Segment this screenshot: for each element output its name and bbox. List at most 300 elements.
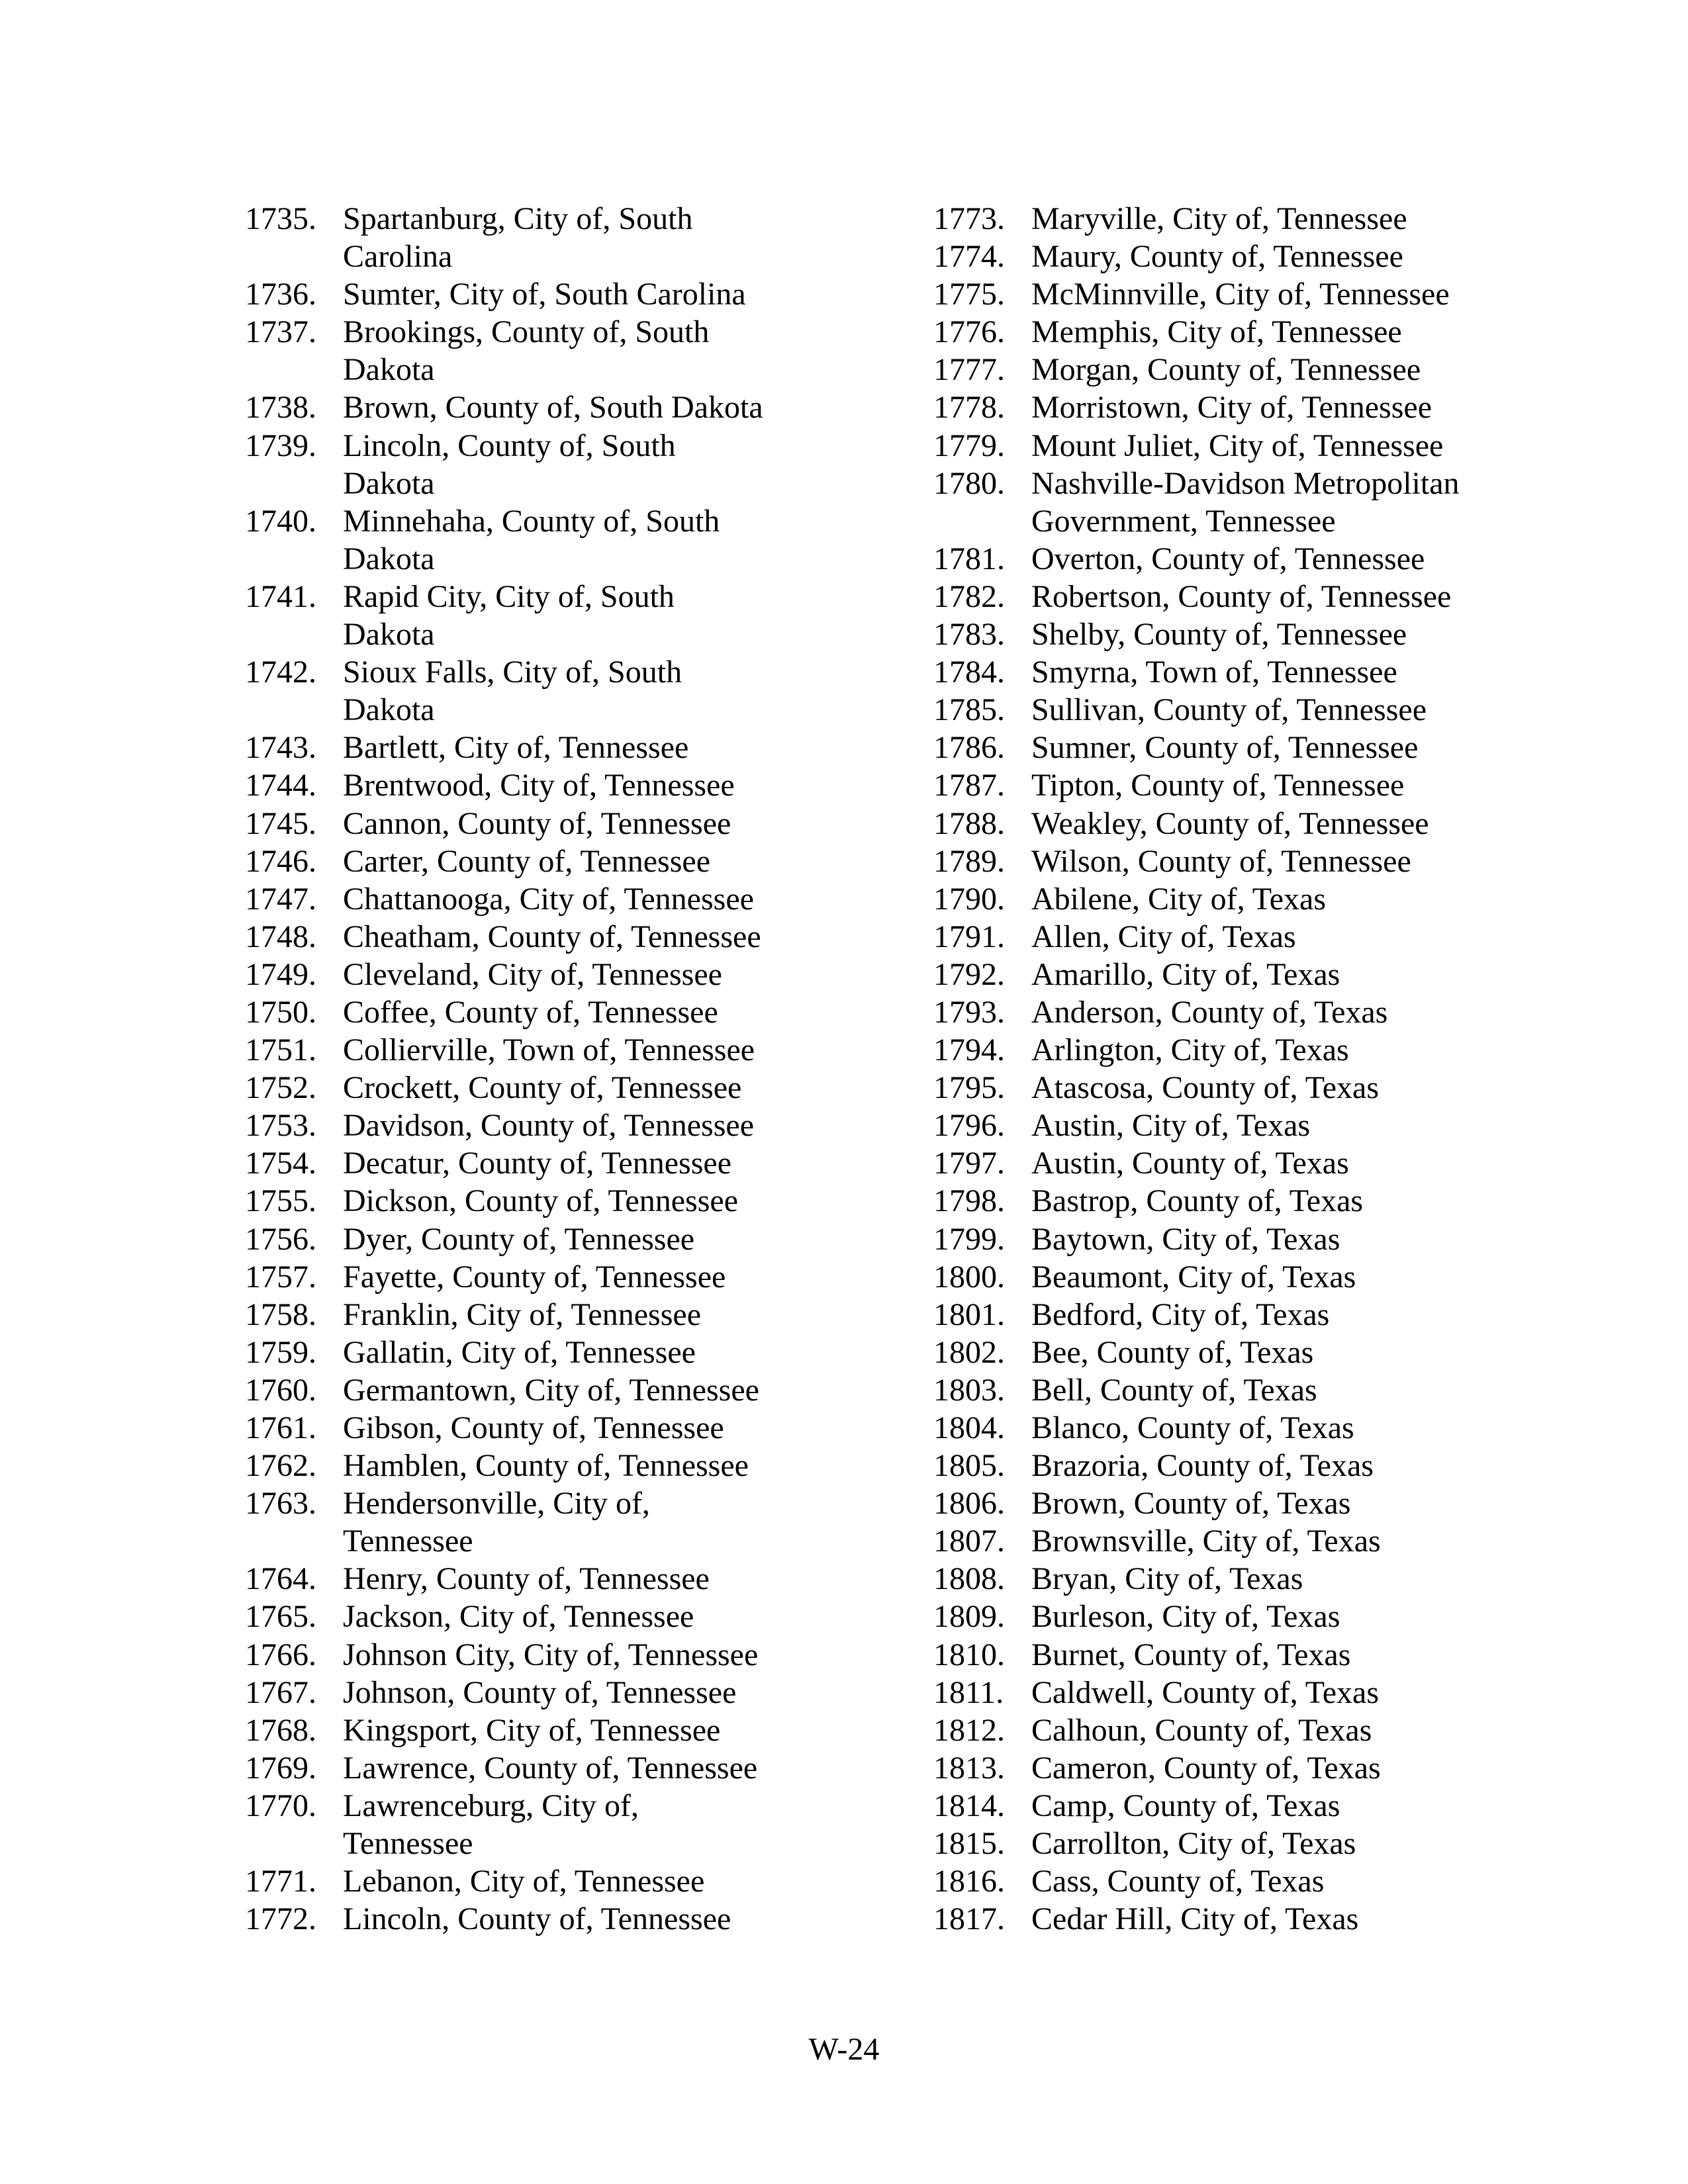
list-item — [933, 1560, 1595, 1598]
list-item-name-line: Cass, County of, Texas — [1031, 1864, 1325, 1899]
list-item-name — [343, 842, 710, 880]
list-item — [245, 1447, 907, 1484]
list-item — [933, 615, 1595, 653]
list-item-name — [1031, 1069, 1379, 1107]
list-item-name-line: Arlington, City of, Texas — [1031, 1032, 1349, 1068]
list-item-name — [1031, 766, 1404, 804]
list-item — [245, 1900, 907, 1938]
list-item-name — [1031, 1900, 1358, 1938]
list-item-name-line: Lincoln, County of, South — [343, 428, 676, 463]
list-item-name — [343, 1560, 710, 1598]
list-item-name — [343, 1862, 704, 1900]
list-item-name-line: Cedar Hill, City of, Texas — [1031, 1901, 1359, 1937]
list-item-name — [343, 1258, 726, 1296]
list-item-number: 1798. — [933, 1183, 1005, 1219]
list-item-number: 1746. — [245, 843, 316, 879]
list-item-name-line: Memphis, City of, Tennessee — [1031, 314, 1402, 350]
list-item-name-line: Carolina — [343, 239, 453, 275]
list-item-number: 1805. — [933, 1448, 1005, 1484]
list-item — [245, 1144, 907, 1182]
list-item-name — [1031, 691, 1427, 729]
list-item — [933, 578, 1595, 615]
list-item-number: 1797. — [933, 1146, 1005, 1181]
list-item-name-line: Nashville-Davidson Metropolitan — [1031, 465, 1460, 501]
list-item — [933, 1522, 1595, 1560]
list-item-name — [343, 313, 709, 388]
list-item-number: 1785. — [933, 692, 1005, 728]
list-item-name — [1031, 1107, 1310, 1144]
list-item-number: 1766. — [245, 1637, 316, 1672]
list-item — [933, 1069, 1595, 1107]
list-item-name-line: Maryville, City of, Tennessee — [1031, 201, 1407, 236]
list-item-number: 1796. — [933, 1108, 1005, 1144]
list-item-name — [1031, 1144, 1349, 1182]
list-item-name — [1031, 1636, 1350, 1674]
list-item — [933, 388, 1595, 426]
list-item-name — [343, 275, 746, 313]
list-item-name — [1031, 200, 1407, 238]
list-item — [245, 842, 907, 880]
list-item — [933, 1862, 1595, 1900]
list-item — [245, 956, 907, 993]
list-item-name — [343, 918, 761, 956]
list-item-number: 1799. — [933, 1221, 1005, 1257]
list-item — [933, 1182, 1595, 1220]
list-item-number: 1789. — [933, 843, 1005, 879]
list-item-name-line: Johnson, County of, Tennessee — [343, 1674, 737, 1710]
list-item-number: 1807. — [933, 1524, 1005, 1559]
list-item-name — [1031, 1862, 1324, 1900]
list-item — [933, 1900, 1595, 1938]
list-item — [933, 1711, 1595, 1749]
list-item-name-line: Crockett, County of, Tennessee — [343, 1070, 742, 1106]
list-item-number: 1750. — [245, 994, 316, 1030]
list-item-number: 1790. — [933, 881, 1005, 917]
list-item-name-line: Dakota — [343, 617, 435, 653]
list-item-number: 1776. — [933, 314, 1005, 350]
list-item-name-line: Jackson, City of, Tennessee — [343, 1599, 694, 1635]
list-item-name-line: Bedford, City of, Texas — [1031, 1297, 1330, 1332]
list-item-name — [1031, 1182, 1363, 1220]
list-item-name-line: Fayette, County of, Tennessee — [343, 1259, 726, 1295]
list-item-name-line: Dyer, County of, Tennessee — [343, 1221, 695, 1257]
list-item-number: 1788. — [933, 805, 1005, 841]
list-item — [933, 238, 1595, 275]
list-item-number: 1794. — [933, 1032, 1005, 1068]
list-item-name-line: Dakota — [343, 692, 435, 728]
list-item-name — [343, 653, 682, 729]
list-item — [245, 1107, 907, 1144]
list-item-name — [343, 502, 720, 578]
list-item-name-line: Camp, County of, Texas — [1031, 1788, 1340, 1823]
list-item-name-line: Lebanon, City of, Tennessee — [343, 1864, 705, 1899]
list-item — [933, 1598, 1595, 1635]
list-item-name-line: Lawrence, County of, Tennessee — [343, 1750, 758, 1786]
list-item-name — [343, 1598, 694, 1635]
list-item-name-line: Cleveland, City of, Tennessee — [343, 956, 722, 992]
list-item-number: 1735. — [245, 201, 316, 236]
list-item — [245, 1787, 907, 1862]
list-item-number: 1809. — [933, 1599, 1005, 1635]
list-item-number: 1812. — [933, 1712, 1005, 1748]
list-item-name-line: Dickson, County of, Tennessee — [343, 1183, 738, 1219]
list-item-name-line: Brookings, County of, South — [343, 314, 710, 350]
list-item-name-line: Germantown, City of, Tennessee — [343, 1372, 759, 1408]
list-item-number: 1786. — [933, 730, 1005, 766]
list-item-name — [343, 1182, 738, 1220]
list-item-name — [1031, 465, 1460, 540]
list-item-name — [1031, 351, 1421, 388]
list-item-number: 1787. — [933, 768, 1005, 803]
list-item-number: 1767. — [245, 1674, 316, 1710]
list-item — [933, 729, 1595, 766]
list-item-number: 1811. — [933, 1674, 1004, 1710]
list-item-name-line: Carrollton, City of, Texas — [1031, 1826, 1356, 1862]
list-item — [933, 1447, 1595, 1484]
list-item-name-line: Wilson, County of, Tennessee — [1031, 843, 1411, 879]
list-item-name-line: Brentwood, City of, Tennessee — [343, 768, 735, 803]
list-item-number: 1780. — [933, 465, 1005, 501]
list-item-name-line: Maury, County of, Tennessee — [1031, 239, 1403, 275]
list-item — [245, 1296, 907, 1334]
list-item — [933, 1371, 1595, 1409]
list-item — [933, 1220, 1595, 1258]
list-item-name — [1031, 427, 1443, 465]
list-item-number: 1759. — [245, 1334, 316, 1370]
list-item-name — [1031, 1787, 1340, 1825]
list-item — [245, 1182, 907, 1220]
list-item-name — [343, 1711, 720, 1749]
list-item-name — [1031, 842, 1411, 880]
list-item-number: 1760. — [245, 1372, 316, 1408]
list-item-name — [1031, 1409, 1354, 1447]
list-item-name-line: Austin, County of, Texas — [1031, 1146, 1349, 1181]
list-item-name — [343, 1220, 694, 1258]
list-item-number: 1806. — [933, 1486, 1005, 1522]
list-item-name-line: Brownsville, City of, Texas — [1031, 1524, 1381, 1559]
list-item-number: 1782. — [933, 578, 1005, 614]
list-item — [933, 1409, 1595, 1447]
list-item-number: 1740. — [245, 503, 316, 539]
list-item-name-line: Carter, County of, Tennessee — [343, 843, 711, 879]
list-item — [933, 1674, 1595, 1711]
list-item-name — [343, 1144, 731, 1182]
list-item-number: 1739. — [245, 428, 316, 463]
list-item-number: 1793. — [933, 994, 1005, 1030]
list-item — [245, 275, 907, 313]
list-item — [245, 1749, 907, 1787]
list-item — [245, 1069, 907, 1107]
list-item-name-line: Henry, County of, Tennessee — [343, 1561, 710, 1597]
list-item-number: 1755. — [245, 1183, 316, 1219]
list-item-name-line: Burleson, City of, Texas — [1031, 1599, 1340, 1635]
list-item-name — [1031, 1711, 1372, 1749]
list-item — [245, 1334, 907, 1371]
list-item — [933, 200, 1595, 238]
list-item-name-line: Overton, County of, Tennessee — [1031, 541, 1425, 576]
list-item-number: 1742. — [245, 655, 316, 690]
list-item — [933, 540, 1595, 578]
list-item-name-line: Lawrenceburg, City of, — [343, 1788, 639, 1823]
list-item — [245, 993, 907, 1031]
entity-list-right-column — [933, 200, 1595, 1938]
list-item — [933, 691, 1595, 729]
list-item-number: 1781. — [933, 541, 1005, 576]
entity-list-left-column — [245, 200, 907, 1938]
list-item — [245, 1711, 907, 1749]
list-item — [933, 313, 1595, 351]
list-item — [933, 1484, 1595, 1522]
list-item-name-line: Cheatham, County of, Tennessee — [343, 919, 761, 954]
list-item-number: 1765. — [245, 1599, 316, 1635]
list-item-name-line: Hendersonville, City of, — [343, 1486, 650, 1522]
list-item-name-line: Bell, County of, Texas — [1031, 1372, 1317, 1408]
list-item-name-line: Kingsport, City of, Tennessee — [343, 1712, 721, 1748]
list-item-name-line: Allen, City of, Texas — [1031, 919, 1296, 954]
list-item-number: 1777. — [933, 352, 1005, 388]
list-item — [245, 1258, 907, 1296]
page-number: W-24 — [808, 2032, 880, 2067]
list-item-name-line: Bee, County of, Texas — [1031, 1334, 1314, 1370]
list-item-name — [1031, 1825, 1356, 1862]
list-item-name-line: Beaumont, City of, Texas — [1031, 1259, 1356, 1295]
list-item-name — [1031, 275, 1450, 313]
list-item — [245, 1220, 907, 1258]
list-item-name-line: Anderson, County of, Texas — [1031, 994, 1388, 1030]
list-item — [245, 1560, 907, 1598]
list-item-name-line: Amarillo, City of, Texas — [1031, 956, 1340, 992]
list-item-name-line: Shelby, County of, Tennessee — [1031, 617, 1407, 653]
list-item-number: 1800. — [933, 1259, 1005, 1295]
list-item-name-line: Baytown, City of, Texas — [1031, 1221, 1340, 1257]
list-item — [933, 1107, 1595, 1144]
list-item-number: 1813. — [933, 1750, 1005, 1786]
list-item-name — [1031, 388, 1432, 426]
list-item-name — [1031, 1220, 1340, 1258]
list-item-name — [343, 388, 763, 426]
list-item — [933, 880, 1595, 918]
list-item — [933, 766, 1595, 804]
list-item-name — [1031, 1598, 1340, 1635]
list-item-number: 1791. — [933, 919, 1005, 954]
list-item-number: 1804. — [933, 1410, 1005, 1445]
list-item-name — [343, 993, 718, 1031]
list-item-name — [343, 200, 692, 275]
list-item — [245, 200, 907, 275]
list-item-name-line: Bastrop, County of, Texas — [1031, 1183, 1364, 1219]
list-item-name — [343, 956, 722, 993]
list-item — [245, 766, 907, 804]
list-item-number: 1763. — [245, 1486, 316, 1522]
list-item-number: 1814. — [933, 1788, 1005, 1823]
list-item-name-line: Brown, County of, South Dakota — [343, 390, 763, 426]
list-item-number: 1815. — [933, 1826, 1005, 1862]
list-item-name-line: Government, Tennessee — [1031, 503, 1336, 539]
list-item-name-line: Tennessee — [343, 1826, 473, 1862]
list-item-number: 1738. — [245, 390, 316, 426]
list-item-number: 1816. — [933, 1864, 1005, 1899]
list-item-name — [1031, 729, 1418, 766]
list-item-name — [1031, 578, 1451, 615]
list-item-name-line: Sullivan, County of, Tennessee — [1031, 692, 1427, 728]
list-item — [245, 313, 907, 388]
list-item-number: 1753. — [245, 1108, 316, 1144]
list-item — [245, 1484, 907, 1560]
list-item-number: 1736. — [245, 277, 316, 312]
list-item-name-line: Sumter, City of, South Carolina — [343, 277, 746, 312]
list-item — [245, 1031, 907, 1069]
list-item-name-line: Lincoln, County of, Tennessee — [343, 1901, 731, 1937]
list-item-name-line: Franklin, City of, Tennessee — [343, 1297, 702, 1332]
list-item-name-line: Dakota — [343, 541, 435, 576]
list-item-number: 1741. — [245, 578, 316, 614]
list-item-name-line: Gallatin, City of, Tennessee — [343, 1334, 696, 1370]
list-item — [933, 993, 1595, 1031]
list-item-number: 1745. — [245, 805, 316, 841]
list-item-name — [1031, 313, 1402, 351]
list-item-number: 1775. — [933, 277, 1005, 312]
list-item-name-line: Hamblen, County of, Tennessee — [343, 1448, 749, 1484]
list-item-name — [1031, 540, 1425, 578]
list-item — [245, 1636, 907, 1674]
list-item-number: 1758. — [245, 1297, 316, 1332]
list-item-name — [1031, 1447, 1374, 1484]
list-item-number: 1779. — [933, 428, 1005, 463]
list-item — [245, 427, 907, 502]
list-item-name — [343, 1787, 639, 1862]
list-item-name — [1031, 1484, 1350, 1522]
list-item-name-line: Robertson, County of, Tennessee — [1031, 578, 1452, 614]
list-item-name — [1031, 1296, 1329, 1334]
list-item-number: 1801. — [933, 1297, 1005, 1332]
list-item — [933, 1749, 1595, 1787]
list-item-number: 1747. — [245, 881, 316, 917]
list-item-name — [1031, 1371, 1317, 1409]
list-item-name-line: Atascosa, County of, Texas — [1031, 1070, 1379, 1106]
list-item-number: 1783. — [933, 617, 1005, 653]
list-item-name — [1031, 880, 1326, 918]
list-item — [245, 1674, 907, 1711]
list-item-number: 1778. — [933, 390, 1005, 426]
list-item — [245, 388, 907, 426]
list-item-number: 1752. — [245, 1070, 316, 1106]
list-item-number: 1762. — [245, 1448, 316, 1484]
list-item-name-line: Decatur, County of, Tennessee — [343, 1146, 731, 1181]
list-item — [933, 1787, 1595, 1825]
list-item — [933, 1258, 1595, 1296]
list-item-name-line: Brazoria, County of, Texas — [1031, 1448, 1374, 1484]
list-item-number: 1754. — [245, 1146, 316, 1181]
list-item-name-line: Weakley, County of, Tennessee — [1031, 805, 1429, 841]
list-item — [933, 1144, 1595, 1182]
list-item-name-line: Sioux Falls, City of, South — [343, 655, 682, 690]
list-item-name-line: Coffee, County of, Tennessee — [343, 994, 718, 1030]
list-item-number: 1774. — [933, 239, 1005, 275]
list-item-name — [1031, 1334, 1313, 1371]
list-item-name — [1031, 918, 1296, 956]
list-item-name-line: Abilene, City of, Texas — [1031, 881, 1327, 917]
list-item-name — [1031, 238, 1403, 275]
list-item — [245, 1862, 907, 1900]
list-item — [245, 502, 907, 578]
list-item-name — [343, 1069, 741, 1107]
list-item — [245, 880, 907, 918]
list-item-name — [1031, 1258, 1356, 1296]
list-item-number: 1810. — [933, 1637, 1005, 1672]
list-item — [933, 956, 1595, 993]
list-item-number: 1802. — [933, 1334, 1005, 1370]
list-item — [245, 1371, 907, 1409]
list-item-name-line: Rapid City, City of, South — [343, 578, 675, 614]
list-item-name-line: Austin, City of, Texas — [1031, 1108, 1311, 1144]
list-item-name — [1031, 1674, 1379, 1711]
list-item-name — [343, 729, 688, 766]
list-item-number: 1803. — [933, 1372, 1005, 1408]
list-item — [933, 842, 1595, 880]
list-item-name-line: Cameron, County of, Texas — [1031, 1750, 1381, 1786]
list-item — [933, 805, 1595, 842]
list-item-name-line: Collierville, Town of, Tennessee — [343, 1032, 755, 1068]
list-item-name-line: Bartlett, City of, Tennessee — [343, 730, 689, 766]
list-item-name-line: Morristown, City of, Tennessee — [1031, 390, 1432, 426]
list-item — [933, 653, 1595, 691]
list-item-name-line: Tipton, County of, Tennessee — [1031, 768, 1405, 803]
list-item-name-line: Burnet, County of, Texas — [1031, 1637, 1351, 1672]
list-item-name-line: Sumner, County of, Tennessee — [1031, 730, 1419, 766]
list-item-name — [1031, 956, 1340, 993]
list-item-number: 1768. — [245, 1712, 316, 1748]
list-item-name-line: Brown, County of, Texas — [1031, 1486, 1351, 1522]
list-item-number: 1764. — [245, 1561, 316, 1597]
list-item — [933, 918, 1595, 956]
list-item-name-line: Minnehaha, County of, South — [343, 503, 720, 539]
list-item-name — [343, 1296, 701, 1334]
list-item-number: 1770. — [245, 1788, 316, 1823]
list-item — [245, 805, 907, 842]
list-item — [933, 1296, 1595, 1334]
list-item-name-line: Tennessee — [343, 1524, 473, 1559]
list-item-number: 1743. — [245, 730, 316, 766]
list-item-number: 1744. — [245, 768, 316, 803]
list-item-name-line: Mount Juliet, City of, Tennessee — [1031, 428, 1444, 463]
list-item-name — [343, 1334, 696, 1371]
list-item-name-line: Dakota — [343, 465, 435, 501]
list-item-number: 1773. — [933, 201, 1005, 236]
list-item — [933, 1825, 1595, 1862]
list-item-number: 1784. — [933, 655, 1005, 690]
list-item — [933, 275, 1595, 313]
list-item-name — [1031, 993, 1387, 1031]
list-item-number: 1749. — [245, 956, 316, 992]
list-item-number: 1771. — [245, 1864, 316, 1899]
list-item — [933, 465, 1595, 540]
list-item — [245, 578, 907, 653]
list-item — [933, 427, 1595, 465]
list-item — [245, 653, 907, 729]
list-item-number: 1817. — [933, 1901, 1005, 1937]
list-item-name — [343, 1484, 650, 1560]
list-item-number: 1737. — [245, 314, 316, 350]
list-item-number: 1751. — [245, 1032, 316, 1068]
list-item-number: 1757. — [245, 1259, 316, 1295]
list-item-name — [343, 1371, 759, 1409]
list-item-name — [343, 880, 754, 918]
list-item-name — [343, 1674, 736, 1711]
list-item-name-line: Calhoun, County of, Texas — [1031, 1712, 1372, 1748]
list-item-name — [343, 1107, 754, 1144]
list-item-name — [1031, 653, 1397, 691]
list-item-name-line: Bryan, City of, Texas — [1031, 1561, 1303, 1597]
